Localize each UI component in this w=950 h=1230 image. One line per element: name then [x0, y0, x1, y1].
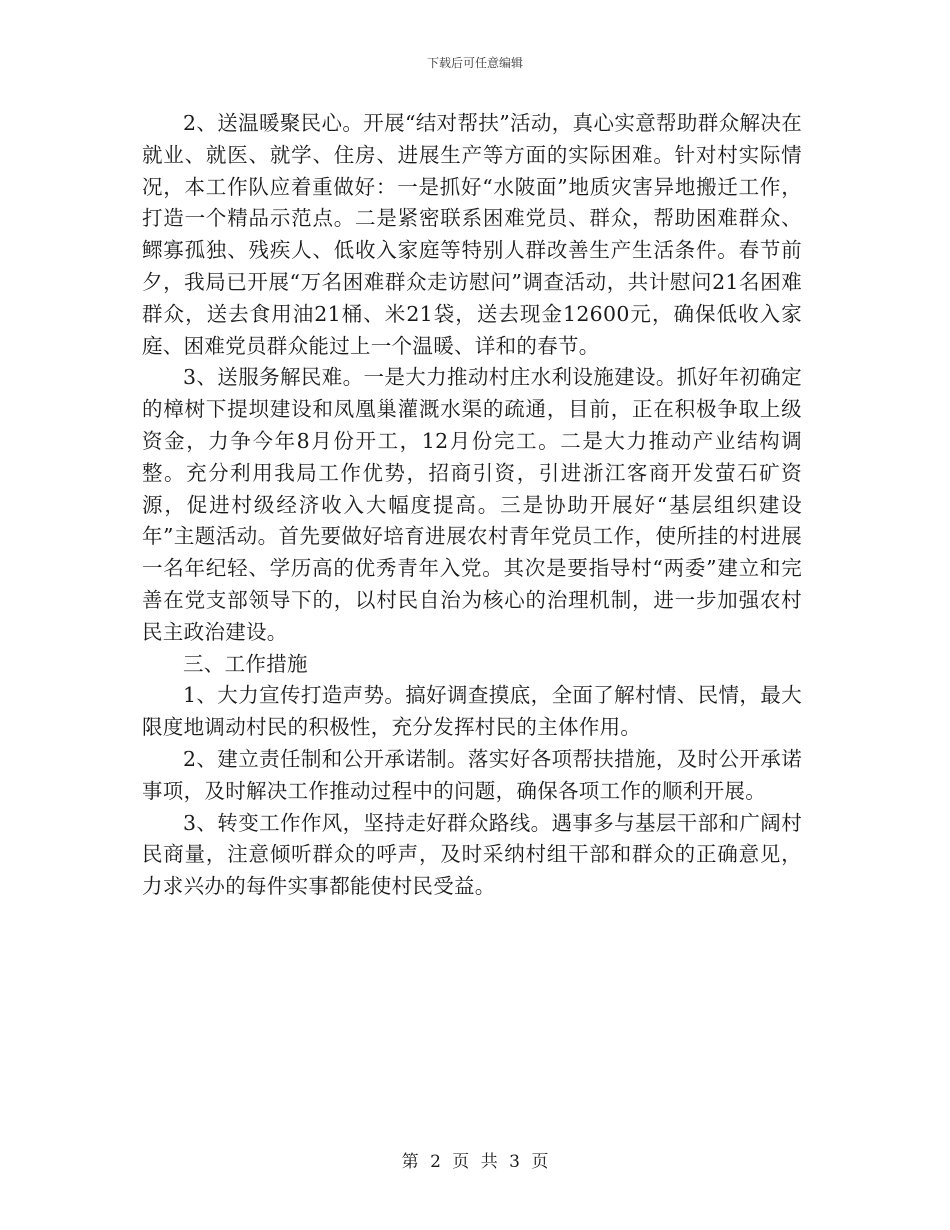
page-number: 第 2 页 共 3 页	[401, 1152, 549, 1172]
paragraph-publicity: 1、大力宣传打造声势。搞好调查摸底，全面了解村情、民情，最大限度地调动村民的积极性，充分发挥村民的主体作用。	[142, 683, 802, 740]
header-note: 下载后可任意编辑	[426, 56, 523, 70]
paragraph-work-style: 3、转变工作作风，坚持走好群众路线。遇事多与基层干部和广阔村民商量，注意倾听群众的呼声，及时采纳村组干部和群众的正确意见，力求兴办的每件实事都能使村民受益。	[142, 810, 802, 899]
paragraph-send-service: 3、送服务解民难。一是大力推动村庄水利设施建设。抓好年初确定的樟树下提坝建设和凤凰巢灌溉水渠的疏通，目前，正在积极争取上级资金，力争今年8月份开工，12月份完工。二是大力推动产业结构调整。充分利用我局工作优势，招商引资，引进浙江客商开发萤石矿资源，促进村级经济收入大幅度提高。三是协助开展好“基层组织建设年”主题活动。首先要做好培育进展农村青年党员工作，使所挂的村进展一名年纪轻、学历高的优秀青年入党。其次是要指导村“两委”建立和完善在党支部领导下的，以村民自治为核心的治理机制，进一步加强农村民主政治建设。	[142, 365, 802, 644]
paragraph-responsibility: 2、建立责任制和公开承诺制。落实好各项帮扶措施，及时公开承诺事项，及时解决工作推动过程中的问题，确保各项工作的顺利开展。	[142, 746, 802, 803]
section-heading-work-measures: 三、工作措施	[183, 651, 308, 676]
paragraph-send-warmth: 2、送温暖聚民心。开展“结对帮扶”活动，真心实意帮助群众解决在就业、就医、就学、住房、进展生产等方面的实际困难。针对村实际情况，本工作队应着重做好：一是抓好“水陂面”地质灾害异地搬迁工作，打造一个精品示范点。二是紧密联系困难党员、群众，帮助困难群众、鳏寡孤独、残疾人、低收入家庭等特别人群改善生产生活条件。春节前夕，我局已开展“万名困难群众走访慰问”调查活动，共计慰问21名困难群众，送去食用油21桶、米21袋，送去现金12600元，确保低收入家庭、困难党员群众能过上一个温暖、详和的春节。	[142, 111, 802, 358]
document-body	[142, 108, 802, 903]
